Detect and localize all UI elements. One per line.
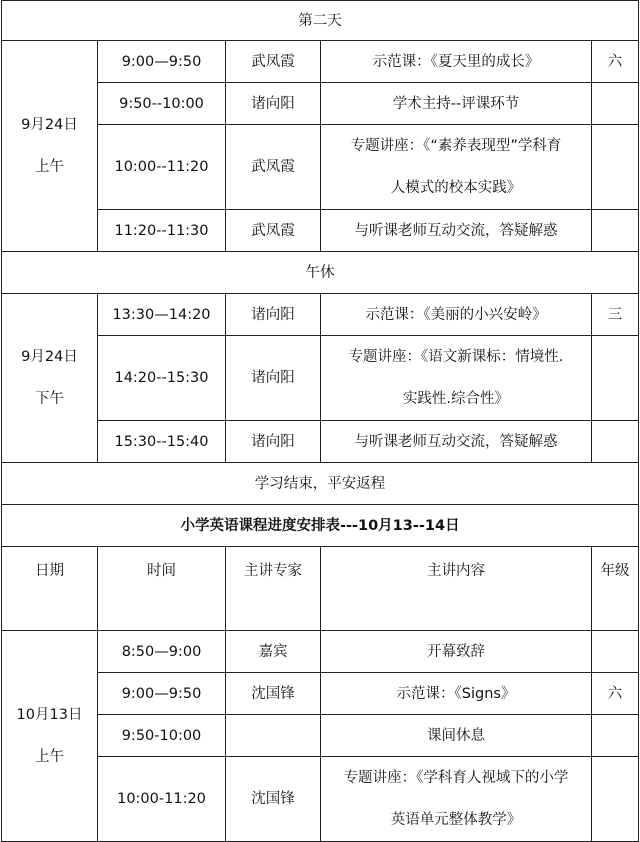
content-cell (321, 336, 592, 421)
content-line: 学术主持--评课环节 (392, 95, 520, 112)
speaker-cell: 诸向阳 (226, 83, 321, 125)
period-text: 上午 (35, 159, 64, 175)
schedule-row (2, 631, 639, 673)
content-line: 示范课：《夏天里的成长》 (372, 53, 540, 70)
schedule-row (2, 336, 639, 421)
grade-cell (592, 210, 639, 252)
content-cell (321, 210, 592, 252)
date-text: 10月13日 (16, 707, 83, 723)
schedule-row (2, 210, 639, 252)
schedule-row (2, 673, 639, 715)
grade-cell (592, 715, 639, 757)
time-cell: 9:50-10:00 (98, 715, 226, 757)
speaker-cell (226, 715, 321, 757)
grade-cell (592, 631, 639, 673)
schedule-row (2, 421, 639, 463)
content-cell (321, 83, 592, 125)
content-line: 与听课老师互动交流，答疑解惑 (354, 433, 558, 450)
grade-cell (592, 421, 639, 463)
speaker-cell: 沈国锋 (226, 757, 321, 842)
content-line: 专题讲座：《“素养表现型”学科育 (350, 138, 562, 154)
speaker-cell: 沈国锋 (226, 673, 321, 715)
grade-cell (592, 125, 639, 210)
content-cell (321, 421, 592, 463)
header-grade: 年级 (592, 547, 639, 631)
grade-cell: 六 (592, 41, 639, 83)
content-line: 开幕致辞 (427, 643, 485, 660)
time-cell: 10:00-11:20 (98, 757, 226, 842)
content-line: 专题讲座：《学科育人视域下的小学 (343, 770, 569, 786)
content-cell (321, 125, 592, 210)
speaker-cell: 武凤霞 (226, 41, 321, 83)
speaker-cell: 诸向阳 (226, 336, 321, 421)
english-title: 小学英语课程进度安排表---10月13--14日 (2, 505, 639, 547)
header-speaker: 主讲专家 (226, 547, 321, 631)
afternoon1-date-cell (2, 294, 98, 463)
content-cell (321, 715, 592, 757)
content-line: 实践性.综合性》 (402, 391, 510, 407)
content-line: 课间休息 (427, 727, 485, 744)
header-content: 主讲内容 (321, 547, 592, 631)
speaker-cell: 嘉宾 (226, 631, 321, 673)
time-cell: 8:50—9:00 (98, 631, 226, 673)
schedule-row (2, 757, 639, 842)
period-text: 上午 (35, 749, 64, 765)
day-header: 第二天 (2, 1, 639, 41)
grade-cell (592, 336, 639, 421)
schedule-row (2, 715, 639, 757)
grade-cell: 三 (592, 294, 639, 336)
header-date: 日期 (2, 547, 98, 631)
speaker-cell: 诸向阳 (226, 421, 321, 463)
content-cell (321, 757, 592, 842)
schedule-row (2, 294, 639, 336)
morning2-date-cell (2, 631, 98, 842)
morning1-date-cell (2, 41, 98, 252)
content-line: 与听课老师互动交流，答疑解惑 (354, 222, 558, 239)
content-cell (321, 294, 592, 336)
grade-cell (592, 757, 639, 842)
schedule-row (2, 41, 639, 83)
grade-cell: 六 (592, 673, 639, 715)
speaker-cell: 诸向阳 (226, 294, 321, 336)
content-cell (321, 41, 592, 83)
date-text: 9月24日 (21, 349, 78, 365)
content-line: 示范课：《Signs》 (396, 685, 516, 702)
column-header-row (2, 547, 639, 631)
content-line: 英语单元整体教学》 (390, 812, 522, 828)
lunch-row: 午休 (2, 252, 639, 294)
time-cell: 14:20--15:30 (98, 336, 226, 421)
content-cell (321, 673, 592, 715)
time-cell: 10:00--11:20 (98, 125, 226, 210)
date-text: 9月24日 (21, 117, 78, 133)
period-text: 下午 (35, 391, 64, 407)
content-line: 人模式的校本实践》 (390, 180, 522, 196)
speaker-cell: 武凤霞 (226, 125, 321, 210)
time-cell: 11:20--11:30 (98, 210, 226, 252)
time-cell: 13:30—14:20 (98, 294, 226, 336)
schedule-row (2, 125, 639, 210)
time-cell: 9:00—9:50 (98, 673, 226, 715)
header-time: 时间 (98, 547, 226, 631)
time-cell: 9:50--10:00 (98, 83, 226, 125)
content-line: 示范课：《美丽的小兴安岭》 (365, 306, 547, 323)
time-cell: 15:30--15:40 (98, 421, 226, 463)
schedule-table (1, 0, 639, 842)
grade-cell (592, 83, 639, 125)
time-cell: 9:00—9:50 (98, 41, 226, 83)
speaker-cell: 武凤霞 (226, 210, 321, 252)
end-note: 学习结束，平安返程 (2, 463, 639, 505)
content-cell (321, 631, 592, 673)
content-line: 专题讲座：《语文新课标：情境性. (348, 349, 564, 365)
schedule-row (2, 83, 639, 125)
